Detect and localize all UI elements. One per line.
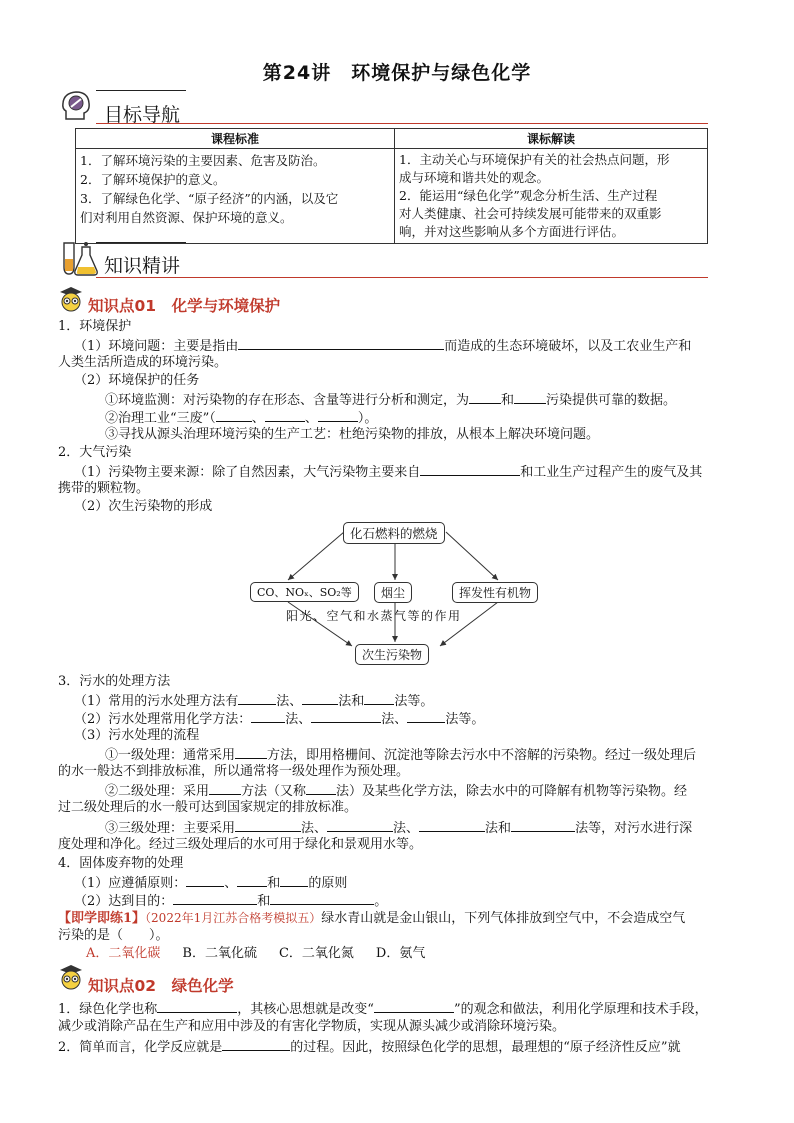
blank-line — [238, 336, 444, 350]
text-line: 3．污水的处理方法 — [58, 674, 171, 689]
text-line — [74, 709, 484, 729]
text-line: 的水一般达不到排放标准，所以通常将一级处理作为预处理。 — [58, 764, 410, 779]
text-line — [58, 999, 708, 1019]
text-line: 减少或消除产品在生产和应用中涉及的有害化学物质，实现从源头减少或消除环境污染。 — [58, 1019, 566, 1034]
diagram-node-gases: CO、NOₓ、SO₂等 — [250, 582, 359, 602]
text-line — [58, 1037, 681, 1057]
text-line — [105, 745, 696, 765]
text-segment: 和 — [257, 894, 271, 909]
section-underline — [96, 277, 708, 278]
text-line — [74, 873, 347, 893]
section-underline — [96, 123, 708, 124]
text-segment: ”的观念和做法，利用化学原理和技术手段， — [453, 1002, 708, 1017]
blank-line — [407, 709, 445, 723]
option-d: D．氨气 — [375, 946, 426, 961]
text-segment: （1）污染物主要来源：除了自然因素，大气污染物主要来自 — [74, 465, 421, 480]
text-segment: （2）达到目的： — [74, 894, 174, 909]
knowledge-point-2-title: 知识点02 绿色化学 — [88, 977, 234, 995]
text-segment: ②二级处理：采用 — [105, 784, 210, 799]
text-line — [105, 781, 687, 801]
text-line: 过二级处理后的水一般可达到国家规定的排放标准。 — [58, 800, 358, 815]
diagram-node-vocs: 挥发性有机物 — [452, 582, 538, 603]
owl-icon — [58, 964, 84, 990]
table-line: 1．主动关心与环境保护有关的社会热点问题，形 — [399, 152, 670, 167]
text-line — [58, 909, 685, 928]
diagram-node-secondary: 次生污染物 — [355, 644, 429, 665]
section-title-knowledge: 知识精讲 — [104, 255, 181, 277]
text-segment: 法等。 — [445, 712, 485, 727]
blank-line — [311, 709, 381, 723]
blank-line — [238, 691, 276, 705]
table-header-interpretation: 课标解读 — [395, 129, 708, 149]
text-line — [74, 462, 702, 482]
text-segment: 法、 — [381, 712, 408, 727]
blank-line — [364, 691, 394, 705]
diagram-arrow — [288, 532, 344, 580]
text-line: 人类生活所造成的环境污染。 — [58, 355, 228, 370]
text-line — [74, 891, 387, 911]
text-segment: （1）应遵循原则： — [74, 876, 187, 891]
text-line: （2）环境保护的任务 — [74, 373, 200, 388]
text-line: 4．固体废弃物的处理 — [58, 856, 184, 871]
blank-line — [420, 462, 520, 476]
text-line: 2．大气污染 — [58, 445, 132, 460]
table-line: 2．能运用“绿色化学”观念分析生活、生产过程 — [399, 188, 658, 203]
text-segment: 1．绿色化学也称 — [58, 1002, 158, 1017]
text-segment: 法等，对污水进行深 — [575, 821, 693, 836]
text-line: 度处理和净化。经过三级处理后的水可用于绿化和景观用水等。 — [58, 837, 423, 852]
table-line: 对人类健康、社会可持续发展可能带来的双重影 — [399, 206, 662, 221]
text-line: 携带的颗粒物。 — [58, 481, 150, 496]
text-segment: 、 — [224, 876, 238, 891]
section-divider — [96, 90, 186, 91]
blank-line — [327, 818, 393, 832]
blank-line — [374, 999, 454, 1013]
table-line: 成与环境和谐共处的观念。 — [399, 170, 550, 185]
text-segment: 方法（又称 — [241, 784, 307, 799]
blank-line — [306, 781, 336, 795]
owl-icon — [58, 286, 84, 312]
text-segment: 法）及某些化学方法，除去水中的可降解有机物等污染物。经 — [336, 784, 688, 799]
text-segment: （2）污水处理常用化学方法： — [74, 712, 252, 727]
text-segment: 和工业生产过程产生的废气及其 — [520, 465, 703, 480]
text-segment: 和 — [267, 876, 281, 891]
text-segment: ）。 — [357, 411, 378, 426]
option-a: A．二氧化碳 — [86, 946, 161, 961]
option-b: B．二氧化硫 — [182, 946, 257, 961]
text-line: ③寻找从源头治理环境污染的生产工艺：杜绝污染物的排放，从根本上解决环境问题。 — [105, 427, 600, 442]
knowledge-point-1-title: 知识点01 化学与环境保护 — [88, 297, 281, 315]
text-line: 1．环境保护 — [58, 319, 132, 334]
choice-options — [86, 945, 425, 963]
text-segment: 的过程。因此，按照绿色化学的思想，最理想的“原子经济性反应”就 — [290, 1040, 681, 1055]
blank-line — [514, 390, 546, 404]
text-segment: ①环境监测：对污染物的存在形态、含量等进行分析和测定，为 — [105, 393, 470, 408]
section-title-target-nav: 目标导航 — [104, 104, 181, 126]
blank-line — [280, 873, 308, 887]
text-segment: ，其核心思想就是改变“ — [237, 1002, 374, 1017]
text-segment: 法、 — [301, 821, 328, 836]
table-line: 3．了解绿色化学、“原子经济”的内涵，以及它 — [80, 191, 339, 206]
text-segment: ①一级处理：通常采用 — [105, 748, 236, 763]
text-segment: ③三级处理：主要采用 — [105, 821, 236, 836]
curriculum-table — [75, 128, 708, 244]
text-segment: 2．简单而言，化学反应就是 — [58, 1040, 223, 1055]
text-line: 污染的是（ ）。 — [58, 928, 169, 943]
practice-source: （2022年1月江苏合格考模拟五） — [145, 911, 322, 925]
diagram-node-soot: 烟尘 — [374, 582, 412, 603]
blank-line — [270, 891, 374, 905]
text-segment: 法和 — [485, 821, 512, 836]
diagram-label-conditions: 阳光、空气和水蒸气等的作用 — [286, 609, 462, 623]
text-segment: 和 — [501, 393, 515, 408]
blank-line — [237, 873, 267, 887]
text-line — [105, 818, 692, 838]
text-segment: ②治理工业“三废”（ — [105, 411, 216, 426]
blank-line — [469, 390, 501, 404]
text-segment: 法等。 — [394, 694, 434, 709]
blank-line — [235, 745, 267, 759]
text-segment: 绿水青山就是金山银山，下列气体排放到空气中，不会造成空气 — [321, 911, 686, 926]
blank-line — [157, 999, 237, 1013]
blank-line — [302, 691, 338, 705]
blank-line — [173, 891, 257, 905]
table-cell-interpretation — [395, 149, 708, 244]
document-title: 第24讲 环境保护与绿色化学 — [262, 62, 532, 84]
section-divider — [96, 242, 186, 243]
text-line — [105, 390, 676, 410]
text-segment: （1）常用的污水处理方法有 — [74, 694, 239, 709]
text-segment: （1）环境问题：主要是指由 — [74, 339, 239, 354]
blank-line — [265, 408, 305, 422]
text-line — [74, 691, 433, 711]
text-segment: 而造成的生态环境破坏，以及工农业生产和 — [444, 339, 692, 354]
text-segment: 污染提供可靠的数据。 — [546, 393, 677, 408]
blank-line — [318, 408, 358, 422]
text-segment: 法、 — [393, 821, 420, 836]
table-line: 们对利用自然资源、保护环境的意义。 — [80, 210, 293, 225]
text-line — [105, 408, 377, 428]
text-segment: 的原则 — [308, 876, 348, 891]
text-line — [74, 336, 691, 356]
text-segment: 、 — [251, 411, 265, 426]
blank-line — [251, 709, 285, 723]
blank-line — [419, 818, 485, 832]
text-segment: 法、 — [285, 712, 312, 727]
blank-line — [216, 408, 252, 422]
text-segment: 方法，即用格栅间、沉淀池等除去污水中不溶解的污染物。经过一级处理后 — [267, 748, 697, 763]
text-line: （3）污水处理的流程 — [74, 728, 200, 743]
option-c: C．二氧化氮 — [278, 946, 354, 961]
table-line: 响，并对这些影响从多个方面进行评估。 — [399, 224, 625, 239]
blank-line — [235, 818, 301, 832]
flask-icon — [58, 241, 100, 277]
table-header-standard: 课程标准 — [76, 129, 395, 149]
text-segment: 法和 — [338, 694, 365, 709]
diagram-arrow — [446, 532, 498, 580]
blank-line — [222, 1037, 290, 1051]
text-line: （2）次生污染物的形成 — [74, 499, 213, 514]
table-line: 1．了解环境污染的主要因素、危害及防治。 — [80, 153, 326, 168]
table-cell-standard — [76, 149, 395, 244]
blank-line — [209, 781, 241, 795]
practice-tag: 【即学即练1】 — [58, 911, 146, 926]
blank-line — [511, 818, 575, 832]
blank-line — [186, 873, 224, 887]
table-line: 2．了解环境保护的意义。 — [80, 172, 226, 187]
text-segment: 。 — [374, 894, 388, 909]
text-segment: 法、 — [276, 694, 303, 709]
diagram-node-fossil-fuel: 化石燃料的燃烧 — [343, 522, 445, 544]
target-nav-icon — [60, 89, 94, 123]
text-segment: 、 — [304, 411, 318, 426]
